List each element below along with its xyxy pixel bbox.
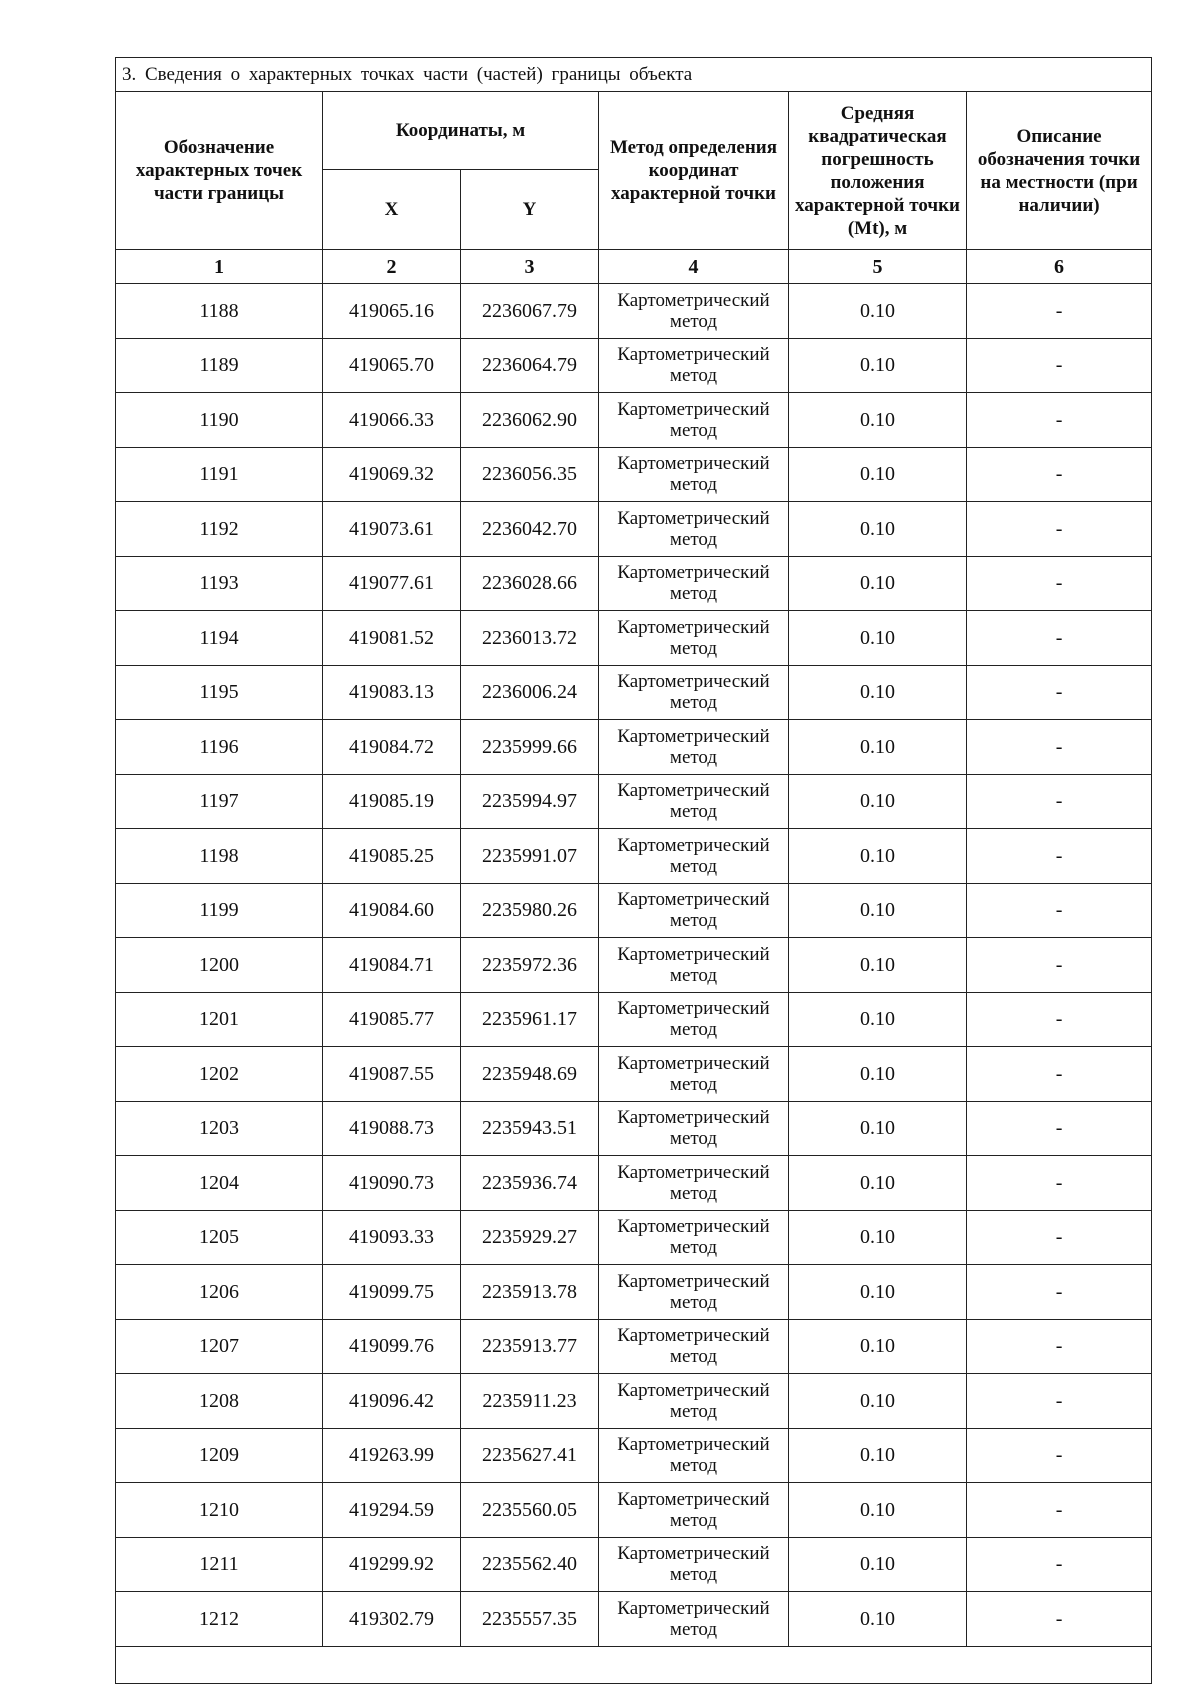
error-cell: 0.10 bbox=[789, 284, 967, 339]
method-cell bbox=[599, 829, 789, 884]
method-line: Картометрический bbox=[617, 998, 770, 1020]
y-cell: 2235562.40 bbox=[461, 1537, 599, 1592]
method-line: метод bbox=[669, 692, 718, 714]
method-cell bbox=[599, 556, 789, 611]
method-line: Картометрический bbox=[617, 398, 770, 420]
error-cell: 0.10 bbox=[789, 774, 967, 829]
header-x: X bbox=[323, 170, 461, 250]
table-row bbox=[116, 1483, 1152, 1538]
point-cell: 1207 bbox=[116, 1319, 323, 1374]
table-row bbox=[116, 665, 1152, 720]
method-cell bbox=[599, 1101, 789, 1156]
point-cell: 1212 bbox=[116, 1592, 323, 1647]
error-cell: 0.10 bbox=[789, 556, 967, 611]
error-cell: 0.10 bbox=[789, 883, 967, 938]
y-cell: 2235994.97 bbox=[461, 774, 599, 829]
method-cell bbox=[599, 1047, 789, 1102]
point-cell: 1192 bbox=[116, 502, 323, 557]
x-cell: 419066.33 bbox=[323, 393, 461, 448]
method-cell bbox=[599, 1483, 789, 1538]
y-cell: 2235972.36 bbox=[461, 938, 599, 993]
method-line: метод bbox=[669, 1346, 718, 1368]
method-line: метод bbox=[669, 1019, 718, 1041]
x-cell: 419090.73 bbox=[323, 1156, 461, 1211]
y-cell: 2235943.51 bbox=[461, 1101, 599, 1156]
x-cell: 419065.16 bbox=[323, 284, 461, 339]
point-cell: 1209 bbox=[116, 1428, 323, 1483]
method-cell bbox=[599, 1592, 789, 1647]
point-cell: 1200 bbox=[116, 938, 323, 993]
error-cell: 0.10 bbox=[789, 1047, 967, 1102]
method-line: Картометрический bbox=[617, 1052, 770, 1074]
method-line: Картометрический bbox=[617, 1488, 770, 1510]
method-line: Картометрический bbox=[617, 616, 770, 638]
method-line: Картометрический bbox=[617, 1379, 770, 1401]
point-cell: 1195 bbox=[116, 665, 323, 720]
description-cell: - bbox=[967, 992, 1152, 1047]
point-cell: 1208 bbox=[116, 1374, 323, 1429]
method-line: метод bbox=[669, 1400, 718, 1422]
y-cell: 2236067.79 bbox=[461, 284, 599, 339]
y-cell: 2236042.70 bbox=[461, 502, 599, 557]
point-cell: 1201 bbox=[116, 992, 323, 1047]
point-cell: 1211 bbox=[116, 1537, 323, 1592]
x-cell: 419069.32 bbox=[323, 447, 461, 502]
x-cell: 419093.33 bbox=[323, 1210, 461, 1265]
table-row bbox=[116, 829, 1152, 884]
x-cell: 419084.72 bbox=[323, 720, 461, 775]
table-row bbox=[116, 1319, 1152, 1374]
method-line: метод bbox=[669, 1073, 718, 1095]
method-cell bbox=[599, 1537, 789, 1592]
point-cell: 1191 bbox=[116, 447, 323, 502]
y-cell: 2236013.72 bbox=[461, 611, 599, 666]
error-cell: 0.10 bbox=[789, 447, 967, 502]
error-cell: 0.10 bbox=[789, 938, 967, 993]
header-y: Y bbox=[461, 170, 599, 250]
method-line: метод bbox=[669, 746, 718, 768]
column-number: 1 bbox=[116, 250, 323, 284]
description-cell: - bbox=[967, 1428, 1152, 1483]
error-cell: 0.10 bbox=[789, 992, 967, 1047]
description-cell: - bbox=[967, 1374, 1152, 1429]
y-cell: 2235948.69 bbox=[461, 1047, 599, 1102]
method-line: Картометрический bbox=[617, 1325, 770, 1347]
error-cell: 0.10 bbox=[789, 1592, 967, 1647]
point-cell: 1203 bbox=[116, 1101, 323, 1156]
error-cell: 0.10 bbox=[789, 1537, 967, 1592]
description-cell: - bbox=[967, 393, 1152, 448]
method-line: Картометрический bbox=[617, 507, 770, 529]
column-number: 2 bbox=[323, 250, 461, 284]
x-cell: 419263.99 bbox=[323, 1428, 461, 1483]
method-line: Картометрический bbox=[617, 889, 770, 911]
table-row bbox=[116, 1210, 1152, 1265]
method-cell bbox=[599, 720, 789, 775]
y-cell: 2236064.79 bbox=[461, 338, 599, 393]
y-cell: 2235911.23 bbox=[461, 1374, 599, 1429]
table-row bbox=[116, 1428, 1152, 1483]
y-cell: 2236062.90 bbox=[461, 393, 599, 448]
empty-row bbox=[116, 1646, 1152, 1683]
column-number: 5 bbox=[789, 250, 967, 284]
error-cell: 0.10 bbox=[789, 1101, 967, 1156]
method-cell bbox=[599, 665, 789, 720]
x-cell: 419294.59 bbox=[323, 1483, 461, 1538]
y-cell: 2235557.35 bbox=[461, 1592, 599, 1647]
x-cell: 419085.19 bbox=[323, 774, 461, 829]
method-line: Картометрический bbox=[617, 1543, 770, 1565]
table-row bbox=[116, 1156, 1152, 1211]
y-cell: 2236056.35 bbox=[461, 447, 599, 502]
x-cell: 419096.42 bbox=[323, 1374, 461, 1429]
method-line: метод bbox=[669, 964, 718, 986]
error-cell: 0.10 bbox=[789, 393, 967, 448]
method-cell bbox=[599, 393, 789, 448]
table-row bbox=[116, 1101, 1152, 1156]
x-cell: 419081.52 bbox=[323, 611, 461, 666]
y-cell: 2235627.41 bbox=[461, 1428, 599, 1483]
method-line: Картометрический bbox=[617, 1216, 770, 1238]
method-line: метод bbox=[669, 910, 718, 932]
method-cell bbox=[599, 938, 789, 993]
method-line: метод bbox=[669, 855, 718, 877]
error-cell: 0.10 bbox=[789, 1156, 967, 1211]
error-cell: 0.10 bbox=[789, 1319, 967, 1374]
header-designation: Обозначение характерных точек части границы bbox=[116, 92, 323, 250]
description-cell: - bbox=[967, 556, 1152, 611]
point-cell: 1210 bbox=[116, 1483, 323, 1538]
table-row bbox=[116, 556, 1152, 611]
method-line: метод bbox=[669, 1237, 718, 1259]
description-cell: - bbox=[967, 284, 1152, 339]
method-line: метод bbox=[669, 365, 718, 387]
description-cell: - bbox=[967, 1265, 1152, 1320]
point-cell: 1206 bbox=[116, 1265, 323, 1320]
table-row bbox=[116, 1537, 1152, 1592]
error-cell: 0.10 bbox=[789, 720, 967, 775]
method-line: метод bbox=[669, 1618, 718, 1640]
table-row bbox=[116, 338, 1152, 393]
table-row bbox=[116, 393, 1152, 448]
method-cell bbox=[599, 1265, 789, 1320]
description-cell: - bbox=[967, 502, 1152, 557]
method-line: метод bbox=[669, 1509, 718, 1531]
error-cell: 0.10 bbox=[789, 1210, 967, 1265]
method-cell bbox=[599, 1210, 789, 1265]
description-cell: - bbox=[967, 1210, 1152, 1265]
method-cell bbox=[599, 447, 789, 502]
method-line: Картометрический bbox=[617, 725, 770, 747]
table-row bbox=[116, 938, 1152, 993]
error-cell: 0.10 bbox=[789, 829, 967, 884]
x-cell: 419302.79 bbox=[323, 1592, 461, 1647]
boundary-points-table bbox=[115, 57, 1152, 1684]
method-line: метод bbox=[669, 1455, 718, 1477]
x-cell: 419065.70 bbox=[323, 338, 461, 393]
method-line: Картометрический bbox=[617, 1107, 770, 1129]
table-row bbox=[116, 1047, 1152, 1102]
error-cell: 0.10 bbox=[789, 1374, 967, 1429]
section-title-row bbox=[116, 58, 1152, 92]
method-line: метод bbox=[669, 474, 718, 496]
method-line: метод bbox=[669, 419, 718, 441]
y-cell: 2235980.26 bbox=[461, 883, 599, 938]
method-line: метод bbox=[669, 1182, 718, 1204]
method-cell bbox=[599, 992, 789, 1047]
method-line: Картометрический bbox=[617, 834, 770, 856]
error-cell: 0.10 bbox=[789, 338, 967, 393]
method-line: метод bbox=[669, 637, 718, 659]
x-cell: 419084.60 bbox=[323, 883, 461, 938]
method-cell bbox=[599, 1374, 789, 1429]
header-description: Описание обозначения точки на местности (при наличии) bbox=[967, 92, 1152, 250]
description-cell: - bbox=[967, 774, 1152, 829]
x-cell: 419073.61 bbox=[323, 502, 461, 557]
table-row bbox=[116, 720, 1152, 775]
empty-cell bbox=[116, 1646, 1152, 1683]
point-cell: 1197 bbox=[116, 774, 323, 829]
description-cell: - bbox=[967, 611, 1152, 666]
x-cell: 419099.75 bbox=[323, 1265, 461, 1320]
method-cell bbox=[599, 1319, 789, 1374]
x-cell: 419085.25 bbox=[323, 829, 461, 884]
x-cell: 419077.61 bbox=[323, 556, 461, 611]
method-line: метод bbox=[669, 801, 718, 823]
point-cell: 1189 bbox=[116, 338, 323, 393]
error-cell: 0.10 bbox=[789, 1265, 967, 1320]
method-line: Картометрический bbox=[617, 1270, 770, 1292]
point-cell: 1188 bbox=[116, 284, 323, 339]
y-cell: 2235560.05 bbox=[461, 1483, 599, 1538]
method-line: Картометрический bbox=[617, 780, 770, 802]
y-cell: 2235913.77 bbox=[461, 1319, 599, 1374]
x-cell: 419099.76 bbox=[323, 1319, 461, 1374]
method-cell bbox=[599, 338, 789, 393]
table-row bbox=[116, 883, 1152, 938]
table-row bbox=[116, 1592, 1152, 1647]
point-cell: 1202 bbox=[116, 1047, 323, 1102]
x-cell: 419085.77 bbox=[323, 992, 461, 1047]
method-cell bbox=[599, 611, 789, 666]
y-cell: 2235913.78 bbox=[461, 1265, 599, 1320]
method-line: Картометрический bbox=[617, 562, 770, 584]
header-row-top bbox=[116, 92, 1152, 170]
point-cell: 1196 bbox=[116, 720, 323, 775]
method-cell bbox=[599, 774, 789, 829]
method-cell bbox=[599, 284, 789, 339]
method-cell bbox=[599, 1428, 789, 1483]
error-cell: 0.10 bbox=[789, 611, 967, 666]
method-line: Картометрический bbox=[617, 943, 770, 965]
method-line: Картометрический bbox=[617, 344, 770, 366]
method-line: метод bbox=[669, 528, 718, 550]
table-row bbox=[116, 774, 1152, 829]
y-cell: 2235999.66 bbox=[461, 720, 599, 775]
method-line: Картометрический bbox=[617, 671, 770, 693]
description-cell: - bbox=[967, 1319, 1152, 1374]
method-cell bbox=[599, 883, 789, 938]
method-line: метод bbox=[669, 310, 718, 332]
error-cell: 0.10 bbox=[789, 502, 967, 557]
x-cell: 419088.73 bbox=[323, 1101, 461, 1156]
header-error: Средняя квадратическая погрешность положения характерной точки (Mt), м bbox=[789, 92, 967, 250]
table-row bbox=[116, 502, 1152, 557]
column-number: 6 bbox=[967, 250, 1152, 284]
header-method: Метод определения координат характерной точки bbox=[599, 92, 789, 250]
table-row bbox=[116, 1265, 1152, 1320]
table-body bbox=[116, 284, 1152, 1647]
method-line: метод bbox=[669, 583, 718, 605]
table-row bbox=[116, 992, 1152, 1047]
description-cell: - bbox=[967, 1156, 1152, 1211]
point-cell: 1190 bbox=[116, 393, 323, 448]
x-cell: 419087.55 bbox=[323, 1047, 461, 1102]
column-number-row bbox=[116, 250, 1152, 284]
point-cell: 1194 bbox=[116, 611, 323, 666]
point-cell: 1204 bbox=[116, 1156, 323, 1211]
y-cell: 2236006.24 bbox=[461, 665, 599, 720]
description-cell: - bbox=[967, 665, 1152, 720]
x-cell: 419299.92 bbox=[323, 1537, 461, 1592]
header-coordinates: Координаты, м bbox=[323, 92, 599, 170]
description-cell: - bbox=[967, 938, 1152, 993]
description-cell: - bbox=[967, 1592, 1152, 1647]
method-line: Картометрический bbox=[617, 1434, 770, 1456]
description-cell: - bbox=[967, 1101, 1152, 1156]
method-cell bbox=[599, 1156, 789, 1211]
point-cell: 1199 bbox=[116, 883, 323, 938]
error-cell: 0.10 bbox=[789, 665, 967, 720]
point-cell: 1198 bbox=[116, 829, 323, 884]
method-line: метод bbox=[669, 1291, 718, 1313]
method-line: метод bbox=[669, 1128, 718, 1150]
y-cell: 2236028.66 bbox=[461, 556, 599, 611]
error-cell: 0.10 bbox=[789, 1483, 967, 1538]
y-cell: 2235991.07 bbox=[461, 829, 599, 884]
description-cell: - bbox=[967, 883, 1152, 938]
description-cell: - bbox=[967, 1483, 1152, 1538]
point-cell: 1205 bbox=[116, 1210, 323, 1265]
table-row bbox=[116, 611, 1152, 666]
y-cell: 2235929.27 bbox=[461, 1210, 599, 1265]
description-cell: - bbox=[967, 447, 1152, 502]
method-line: Картометрический bbox=[617, 453, 770, 475]
point-cell: 1193 bbox=[116, 556, 323, 611]
method-line: Картометрический bbox=[617, 1161, 770, 1183]
column-number: 3 bbox=[461, 250, 599, 284]
description-cell: - bbox=[967, 720, 1152, 775]
y-cell: 2235936.74 bbox=[461, 1156, 599, 1211]
description-cell: - bbox=[967, 1537, 1152, 1592]
section-title: 3. Сведения о характерных точках части (частей) границы объекта bbox=[116, 58, 1152, 92]
method-line: Картометрический bbox=[617, 1597, 770, 1619]
description-cell: - bbox=[967, 338, 1152, 393]
description-cell: - bbox=[967, 829, 1152, 884]
table-row bbox=[116, 1374, 1152, 1429]
table-row bbox=[116, 284, 1152, 339]
method-line: Картометрический bbox=[617, 289, 770, 311]
description-cell: - bbox=[967, 1047, 1152, 1102]
method-line: метод bbox=[669, 1564, 718, 1586]
column-number: 4 bbox=[599, 250, 789, 284]
error-cell: 0.10 bbox=[789, 1428, 967, 1483]
x-cell: 419084.71 bbox=[323, 938, 461, 993]
table-row bbox=[116, 447, 1152, 502]
x-cell: 419083.13 bbox=[323, 665, 461, 720]
method-cell bbox=[599, 502, 789, 557]
y-cell: 2235961.17 bbox=[461, 992, 599, 1047]
